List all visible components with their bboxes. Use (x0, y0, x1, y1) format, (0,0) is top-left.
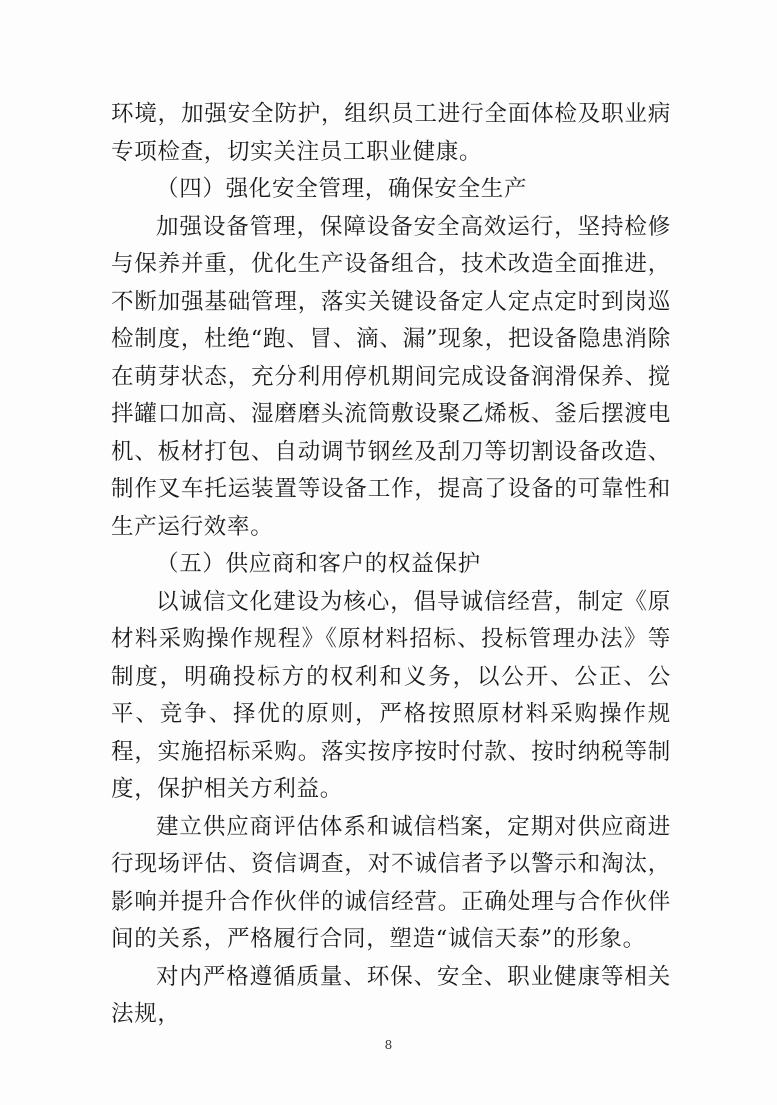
paragraph-integrity-procurement: 以诚信文化建设为核心，倡导诚信经营，制定《原材料采购操作规程》《原材料招标、投标管理办法》等制度，明确投标方的权利和义务，以公开、公正、公平、竞争、择优的原则，严格按照原材料采购操作规程，实施招标采购。落实按序按时付款、按时纳税等制度，保护相关方利益。 (111, 588, 671, 802)
page-number: 8 (384, 1038, 393, 1052)
section-heading-4: （四）强化安全管理，确保安全生产 (156, 176, 528, 202)
document-body (111, 96, 671, 1034)
paragraph-supplier-evaluation: 建立供应商评估体系和诚信档案，定期对供应商进行现场评估、资信调查，对不诚信者予以警示和淘汰，影响并提升合作伙伴的诚信经营。正确处理与合作伙伴间的关系，严格履行合同，塑造“诚信天泰”的形象。 (111, 813, 671, 952)
paragraph-internal-compliance: 对内严格遵循质量、环保、安全、职业健康等相关法规， (111, 963, 671, 1027)
paragraph-continuation: 环境，加强安全防护，组织员工进行全面体检及职业病专项检查，切实关注员工职业健康。 (111, 101, 671, 165)
section-heading-5: （五）供应商和客户的权益保护 (156, 551, 481, 577)
paragraph-equipment-management: 加强设备管理，保障设备安全高效运行，坚持检修与保养并重，优化生产设备组合，技术改造全面推进，不断加强基础管理，落实关键设备定人定点定时到岗巡检制度，杜绝“跑、冒、滴、漏”现象，把设备隐患消除在萌芽状态，充分利用停机期间完成设备润滑保养、搅拌罐口加高、湿磨磨头流筒敷设聚乙烯板、釜后摆渡电机、板材打包、自动调节钢丝及刮刀等切割设备改造、制作叉车托运装置等设备工作，提高了设备的可靠性和生产运行效率。 (111, 213, 671, 540)
